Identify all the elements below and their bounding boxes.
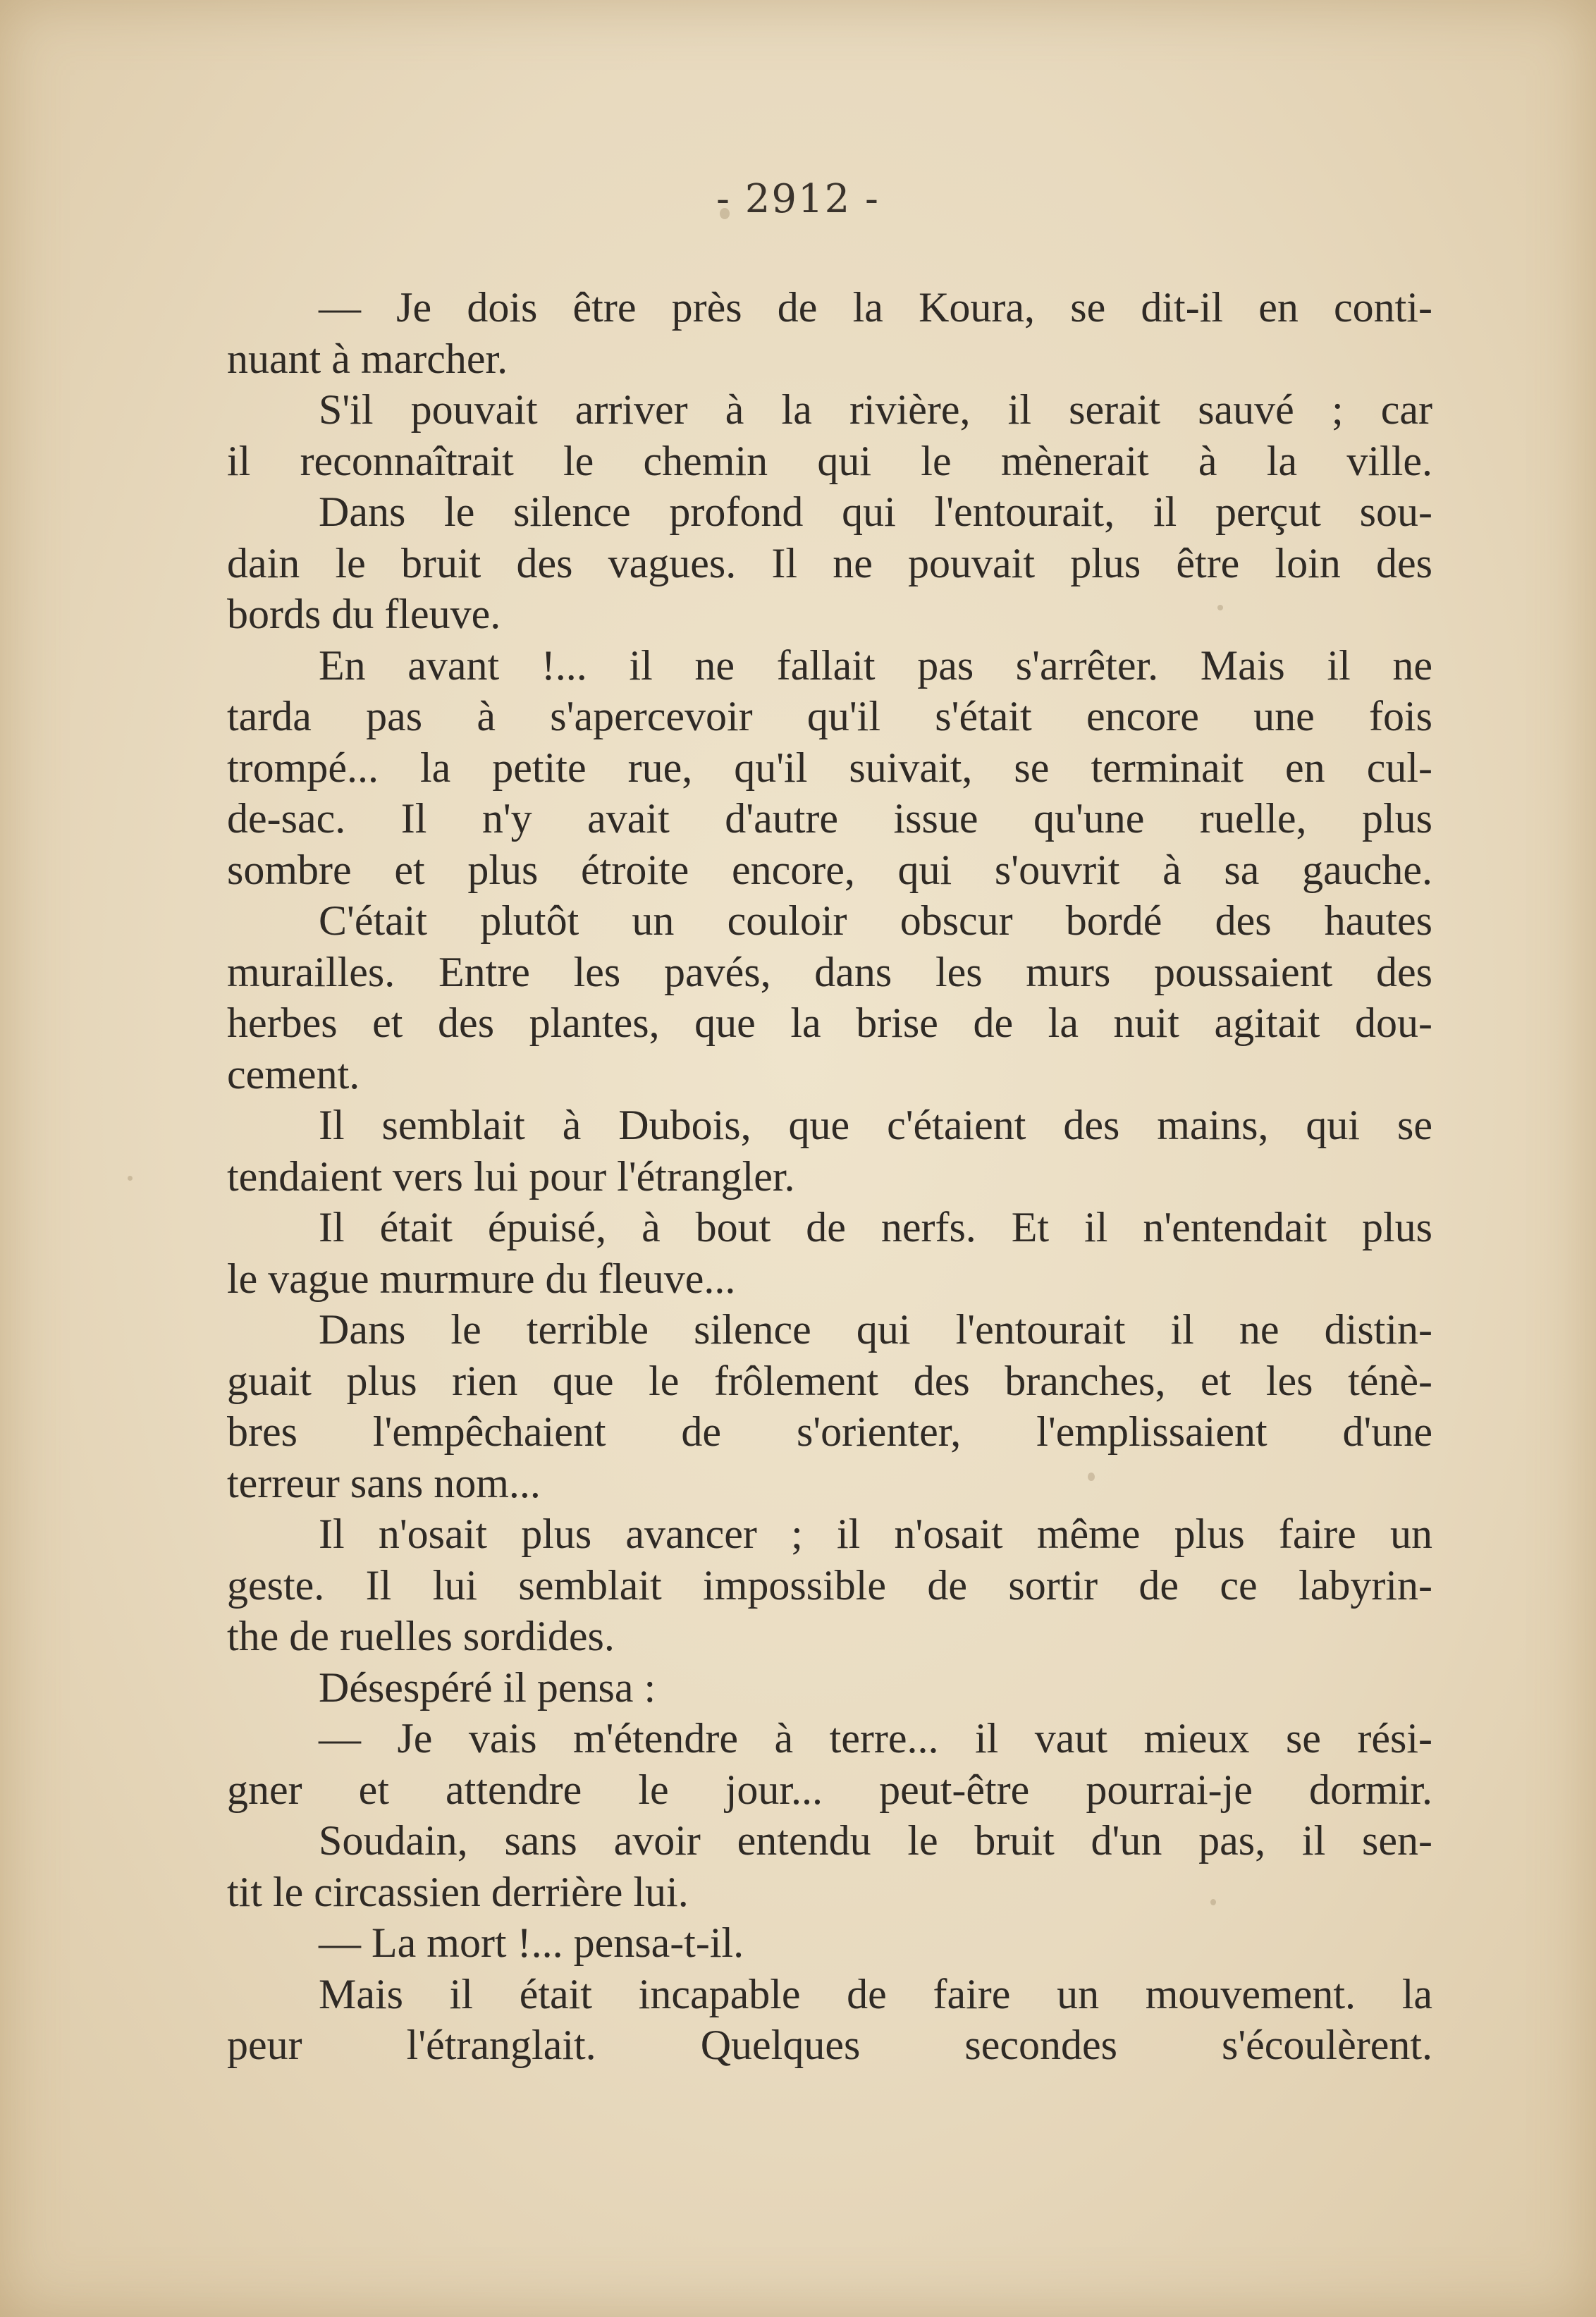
text-line: sombre et plus étroite encore, qui s'ouvrit à sa gauche. — [227, 846, 1432, 893]
text-line: tit le circassien derrière lui. — [227, 1868, 689, 1915]
text-line: the de ruelles sordides. — [227, 1613, 615, 1659]
text-line: Dans le terrible silence qui l'entourait il ne distin- — [319, 1306, 1432, 1353]
text-line: de-sac. Il n'y avait d'autre issue qu'une ruelle, plus — [227, 795, 1432, 842]
text-line: tendaient vers lui pour l'étrangler. — [227, 1153, 795, 1200]
text-line: peur l'étranglait. Quelques secondes s'écoulèrent. — [227, 2022, 1432, 2068]
text-line: Il n'osait plus avancer ; il n'osait même plus faire un — [319, 1511, 1432, 1557]
text-line: Mais il était incapable de faire un mouvement. la — [319, 1970, 1432, 2017]
page-number: - 2912 - — [716, 176, 880, 222]
text-line: En avant !... il ne fallait pas s'arrêter. Mais il ne — [319, 641, 1432, 689]
text-line: trompé... la petite rue, qu'il suivait, se terminait en cul- — [227, 744, 1432, 791]
text-line: Désespéré il pensa : — [319, 1664, 656, 1711]
text-line: cement. — [227, 1050, 360, 1098]
paper-speckle — [128, 1176, 133, 1181]
text-line: nuant à marcher. — [227, 335, 508, 382]
text-line: bords du fleuve. — [227, 591, 501, 637]
body-text — [227, 282, 1432, 2071]
text-line: terreur sans nom... — [227, 1459, 541, 1506]
text-line: Il semblait à Dubois, que c'étaient des mains, qui se — [319, 1102, 1432, 1148]
text-line: C'était plutôt un couloir obscur bordé des hautes — [319, 897, 1432, 944]
text-line: bres l'empêchaient de s'orienter, l'emplissaient d'une — [227, 1408, 1432, 1455]
text-line: geste. Il lui semblait impossible de sortir de ce labyrin- — [227, 1561, 1432, 1609]
text-line: le vague murmure du fleuve... — [227, 1255, 736, 1302]
text-line: Soudain, sans avoir entendu le bruit d'un pas, il sen- — [319, 1817, 1432, 1864]
text-line: Il était épuisé, à bout de nerfs. Et il n'entendait plus — [319, 1204, 1432, 1250]
text-line: il reconnaîtrait le chemin qui le mènerait à la ville. — [227, 437, 1432, 484]
text-line: murailles. Entre les pavés, dans les murs poussaient des — [227, 948, 1432, 995]
text-line: Dans le silence profond qui l'entourait, il perçut sou- — [319, 488, 1432, 535]
text-line: — Je vais m'étendre à terre... il vaut mieux se rési- — [319, 1715, 1432, 1762]
text-line: herbes et des plantes, que la brise de la nuit agitait dou- — [227, 1000, 1432, 1046]
text-line: guait plus rien que le frôlement des branches, et les ténè- — [227, 1357, 1432, 1404]
text-line: gner et attendre le jour... peut-être pourrai-je dormir. — [227, 1766, 1432, 1813]
text-line: — La mort !... pensa-t-il. — [319, 1919, 744, 1966]
text-line: dain le bruit des vagues. Il ne pouvait plus être loin des — [227, 539, 1432, 586]
text-line: tarda pas à s'apercevoir qu'il s'était encore une fois — [227, 693, 1432, 739]
text-line: — Je dois être près de la Koura, se dit-il en conti- — [319, 284, 1432, 331]
text-line: S'il pouvait arriver à la rivière, il serait sauvé ; car — [319, 386, 1432, 433]
